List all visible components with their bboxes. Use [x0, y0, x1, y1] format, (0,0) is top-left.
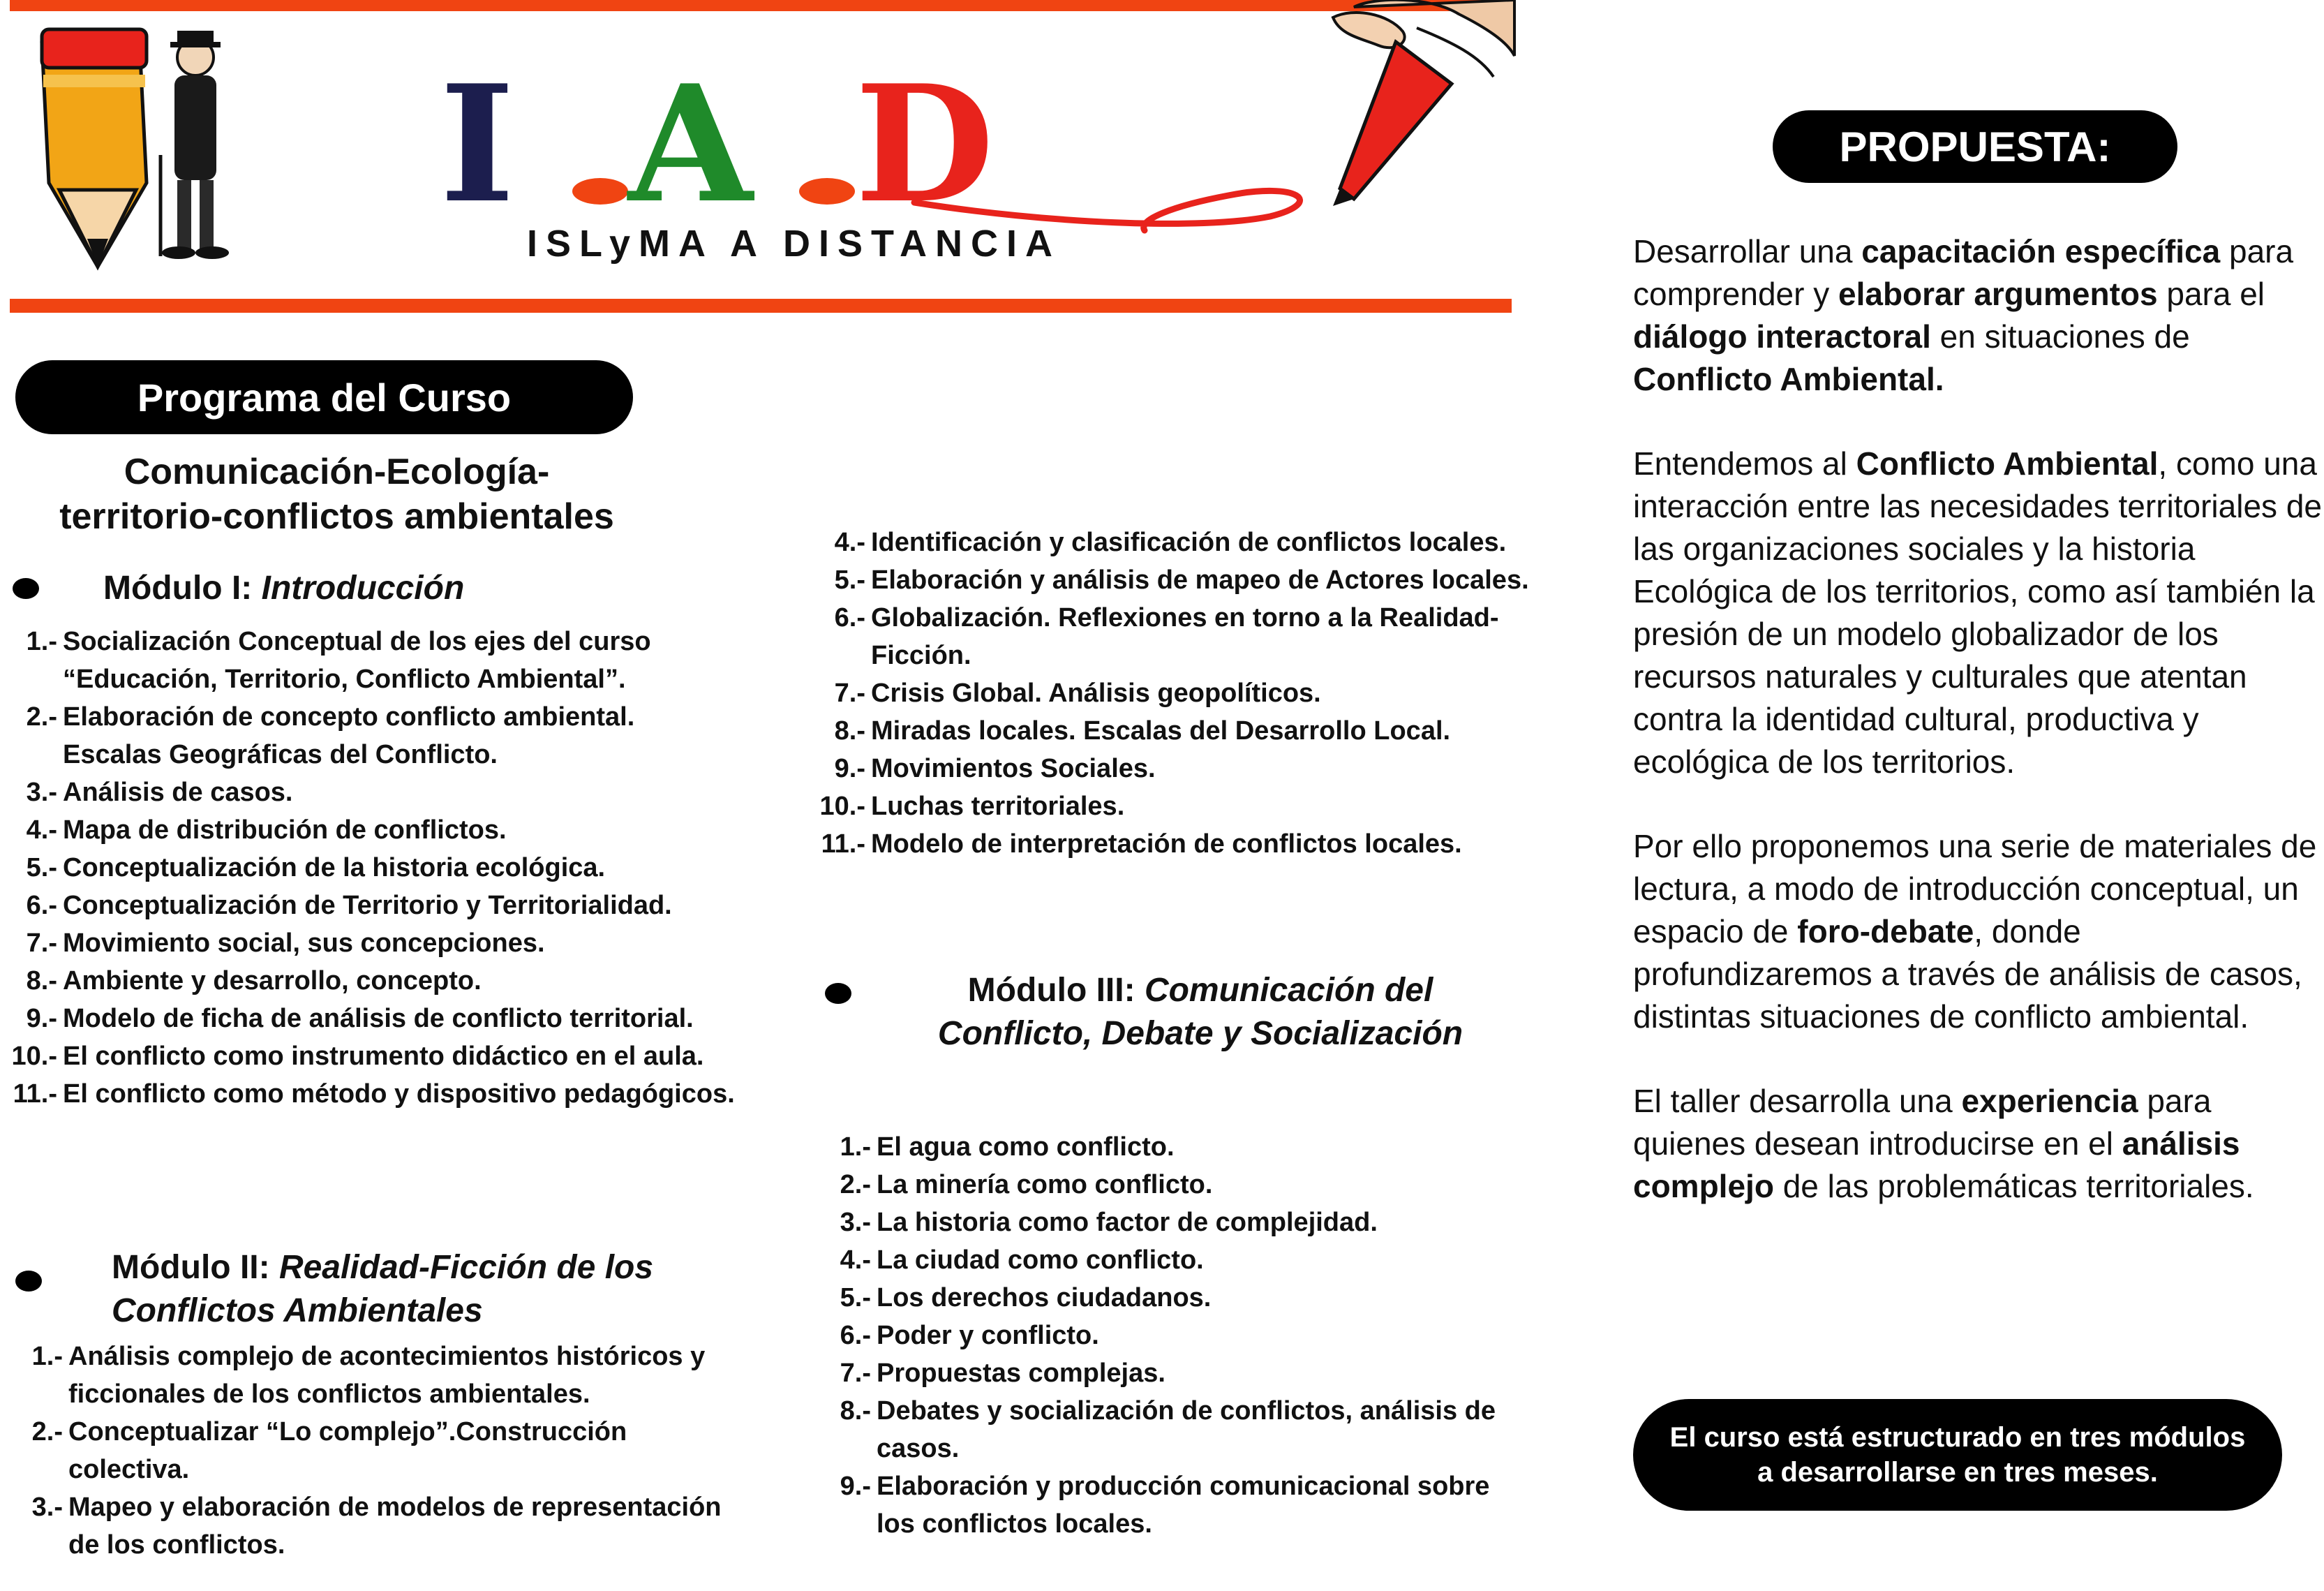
- proposal-paragraph-1: [1633, 230, 2324, 401]
- module-2-subtitle-line-1: Realidad-Ficción de los: [278, 1249, 654, 1286]
- list-item-text: Modelo de interpretación de conflictos locales.: [871, 829, 1462, 859]
- list-item: [837, 1392, 1507, 1467]
- list-item-text: El agua como conflicto.: [877, 1132, 1175, 1162]
- list-item-number: 6.-: [834, 603, 865, 632]
- list-item-number: 2.-: [31, 1417, 63, 1446]
- module-1-label: Módulo I:: [103, 570, 253, 607]
- section-pill-programa: Programa del Curso: [15, 360, 633, 434]
- list-item-text: Conceptualización de la historia ecológica.: [63, 853, 606, 882]
- pencil-mascot-illustration: [28, 15, 237, 274]
- module-2-label: Módulo II:: [112, 1249, 270, 1286]
- list-item: [7, 887, 740, 924]
- module-2-list-continued: [810, 524, 1549, 863]
- list-item: [7, 623, 740, 698]
- list-item-number: 6.-: [840, 1321, 871, 1350]
- logo-subtitle: ISLyMA A DISTANCIA: [527, 223, 1061, 265]
- list-item: [837, 1467, 1507, 1543]
- list-item: [7, 1075, 740, 1113]
- p3-text-a: Por ello proponemos una serie de materiales de lectura, a modo de introducción conceptual, un espacio de: [1633, 828, 2317, 949]
- list-item-text: Socialización Conceptual de los ejes del curso “Educación, Territorio, Conflicto Ambiental”.: [63, 627, 651, 694]
- module-3-subtitle-line-1: Comunicación del: [1144, 972, 1433, 1009]
- list-item-number: 3.-: [26, 778, 57, 807]
- list-item-text: Luchas territoriales.: [871, 792, 1125, 821]
- p1-text-e: en situaciones de: [1930, 318, 2190, 355]
- module-2-heading: [112, 1246, 740, 1333]
- list-item-number: 4.-: [834, 528, 865, 557]
- list-item-text: Miradas locales. Escalas del Desarrollo Local.: [871, 716, 1451, 746]
- list-item-text: El conflicto como método y dispositivo pedagógicos.: [63, 1079, 735, 1109]
- proposal-paragraph-4: [1633, 1080, 2324, 1208]
- list-item-text: Movimiento social, sus concepciones.: [63, 928, 545, 958]
- list-item: [7, 811, 740, 849]
- list-item-text: Crisis Global. Análisis geopolíticos.: [871, 679, 1321, 708]
- list-item-number: 5.-: [840, 1283, 871, 1312]
- list-item-text: Propuestas complejas.: [877, 1359, 1165, 1388]
- logo-dot-2: [799, 178, 855, 205]
- proposal-text: [1633, 230, 2324, 1250]
- module-3-bullet: [825, 983, 851, 1004]
- list-item-number: 6.-: [26, 891, 57, 920]
- list-item-number: 9.-: [840, 1472, 871, 1501]
- list-item-text: Modelo de ficha de análisis de conflicto territorial.: [63, 1004, 694, 1033]
- list-item-text: Poder y conflicto.: [877, 1321, 1099, 1350]
- p2-text-a: Entendemos al: [1633, 445, 1856, 482]
- list-item-number: 2.-: [26, 702, 57, 732]
- list-item-text: Los derechos ciudadanos.: [877, 1283, 1212, 1312]
- list-item-text: El conflicto como instrumento didáctico en el aula.: [63, 1042, 704, 1071]
- list-item-number: 1.-: [840, 1132, 871, 1162]
- list-item-number: 5.-: [834, 565, 865, 595]
- list-item-number: 10.-: [11, 1042, 57, 1071]
- list-item-text: Análisis complejo de acontecimientos históricos y ficcionales de los conflictos ambientales.: [68, 1342, 706, 1409]
- list-item: [810, 787, 1549, 825]
- course-structure-line-2: a desarrollarse en tres meses.: [1757, 1457, 2158, 1488]
- list-item-text: Debates y socialización de conflictos, análisis de casos.: [877, 1396, 1496, 1463]
- header-bottom-rule: [10, 299, 1512, 313]
- course-title-line-1: Comunicación-Ecología-: [124, 452, 550, 492]
- module-1-list: [7, 623, 740, 1113]
- p3-bold-1: foro-debate: [1797, 913, 1974, 949]
- module-3-label: Módulo III:: [967, 972, 1135, 1009]
- list-item-text: Elaboración de concepto conflicto ambiental. Escalas Geográficas del Conflicto.: [63, 702, 635, 769]
- module-1-subtitle: Introducción: [261, 570, 465, 607]
- list-item: [837, 1279, 1507, 1317]
- list-item: [7, 698, 740, 774]
- list-item-text: Conceptualizar “Lo complejo”.Construcción colectiva.: [68, 1417, 627, 1484]
- list-item-text: Ambiente y desarrollo, concepto.: [63, 966, 482, 996]
- list-item-text: Conceptualización de Territorio y Territorialidad.: [63, 891, 672, 920]
- module-3-heading: [865, 969, 1535, 1056]
- logo-dot-1: [572, 178, 628, 205]
- list-item: [7, 849, 740, 887]
- p2-text-c: , como una interacción entre las necesidades territoriales de las organizaciones sociales y la historia Ecológica de los territorios, como así también la presión de un modelo globalizador de los recursos naturales y culturales que atentan contra la identidad cultural, productiva y ecológica de los territorios.: [1633, 445, 2322, 780]
- list-item-text: Elaboración y análisis de mapeo de Actores locales.: [871, 565, 1529, 595]
- course-title: [7, 450, 666, 539]
- list-item-number: 1.-: [31, 1342, 63, 1371]
- list-item-number: 2.-: [840, 1170, 871, 1199]
- module-2-subtitle-line-2: Conflictos Ambientales: [112, 1292, 483, 1329]
- list-item-number: 3.-: [840, 1208, 871, 1237]
- list-item-text: Identificación y clasificación de conflictos locales.: [871, 528, 1507, 557]
- list-item: [7, 1000, 740, 1037]
- list-item: [837, 1241, 1507, 1279]
- course-structure-note: [1633, 1399, 2282, 1511]
- list-item-number: 8.-: [840, 1396, 871, 1426]
- logo-letter-i: I: [440, 50, 515, 239]
- list-item-number: 9.-: [26, 1004, 57, 1033]
- list-item-number: 11.-: [821, 829, 865, 859]
- list-item: [7, 774, 740, 811]
- p4-bold-2: análisis complejo: [1633, 1125, 2240, 1204]
- proposal-paragraph-2: [1633, 443, 2324, 783]
- list-item: [810, 674, 1549, 712]
- list-item-text: Globalización. Reflexiones en torno a la Realidad-Ficción.: [871, 603, 1499, 670]
- list-item-text: Movimientos Sociales.: [871, 754, 1156, 783]
- section-pill-propuesta: PROPUESTA:: [1773, 110, 2177, 183]
- list-item-text: La minería como conflicto.: [877, 1170, 1213, 1199]
- list-item: [810, 825, 1549, 863]
- header-top-rule: [10, 0, 1512, 11]
- module-3-subtitle-line-2: Conflicto, Debate y Socialización: [937, 1015, 1463, 1052]
- module-1-heading: [103, 567, 662, 610]
- proposal-paragraph-3: [1633, 825, 2324, 1038]
- module-2-bullet: [15, 1271, 42, 1292]
- list-item: [810, 750, 1549, 787]
- module-3-list: [837, 1128, 1507, 1543]
- list-item-text: La historia como factor de complejidad.: [877, 1208, 1378, 1237]
- logo-letter-d: D: [855, 50, 995, 239]
- list-item: [810, 599, 1549, 674]
- list-item-text: Mapeo y elaboración de modelos de representación de los conflictos.: [68, 1493, 722, 1560]
- p1-text-a: Desarrollar una: [1633, 233, 1862, 269]
- list-item-number: 7.-: [834, 679, 865, 708]
- list-item: [7, 924, 740, 962]
- p2-bold-1: Conflicto Ambiental: [1856, 445, 2159, 482]
- list-item: [21, 1338, 740, 1413]
- p1-bold-3: diálogo interactoral: [1633, 318, 1931, 355]
- list-item-number: 1.-: [26, 627, 57, 656]
- module-1-bullet: [13, 578, 39, 599]
- list-item-number: 3.-: [31, 1493, 63, 1522]
- course-structure-line-1: El curso está estructurado en tres módulos: [1669, 1422, 2246, 1453]
- p4-text-a: El taller desarrolla una: [1633, 1083, 1962, 1119]
- list-item-text: Mapa de distribución de conflictos.: [63, 815, 507, 845]
- list-item-text: La ciudad como conflicto.: [877, 1245, 1204, 1275]
- list-item-number: 4.-: [840, 1245, 871, 1275]
- p1-text-d: para el: [2157, 276, 2265, 312]
- list-item: [21, 1413, 740, 1488]
- list-item-number: 7.-: [26, 928, 57, 958]
- list-item: [837, 1354, 1507, 1392]
- logo-letter-a: A: [628, 50, 753, 239]
- list-item: [837, 1317, 1507, 1354]
- list-item-number: 9.-: [834, 754, 865, 783]
- list-item-number: 11.-: [13, 1079, 57, 1109]
- p4-bold-1: experiencia: [1961, 1083, 2138, 1119]
- p1-bold-4: Conflicto Ambiental.: [1633, 361, 1944, 397]
- module-2-list: [21, 1338, 740, 1564]
- p4-text-d: de las problemáticas territoriales.: [1773, 1168, 2254, 1204]
- course-title-line-2: territorio-conflictos ambientales: [59, 496, 614, 537]
- list-item: [837, 1204, 1507, 1241]
- list-item: [7, 962, 740, 1000]
- list-item-number: 8.-: [834, 716, 865, 746]
- p1-text-c: para comprender y: [1633, 233, 2294, 312]
- list-item-text: Análisis de casos.: [63, 778, 293, 807]
- list-item: [837, 1128, 1507, 1166]
- list-item: [21, 1488, 740, 1564]
- p1-bold-1: capacitación específica: [1861, 233, 2221, 269]
- list-item-number: 10.-: [819, 792, 865, 821]
- list-item: [837, 1166, 1507, 1204]
- list-item-number: 4.-: [26, 815, 57, 845]
- list-item: [810, 561, 1549, 599]
- list-item-number: 8.-: [26, 966, 57, 996]
- list-item: [7, 1037, 740, 1075]
- p1-bold-2: elaborar argumentos: [1838, 276, 2158, 312]
- p3-text-c: , donde profundizaremos a través de análisis de casos, distintas situaciones de conflicto ambiental.: [1633, 913, 2302, 1035]
- list-item: [810, 524, 1549, 561]
- list-item-number: 7.-: [840, 1359, 871, 1388]
- list-item-text: Elaboración y producción comunicacional sobre los conflictos locales.: [877, 1472, 1490, 1539]
- p4-text-c: para quienes desean introducirse en el: [1633, 1083, 2212, 1162]
- list-item-number: 5.-: [26, 853, 57, 882]
- list-item: [810, 712, 1549, 750]
